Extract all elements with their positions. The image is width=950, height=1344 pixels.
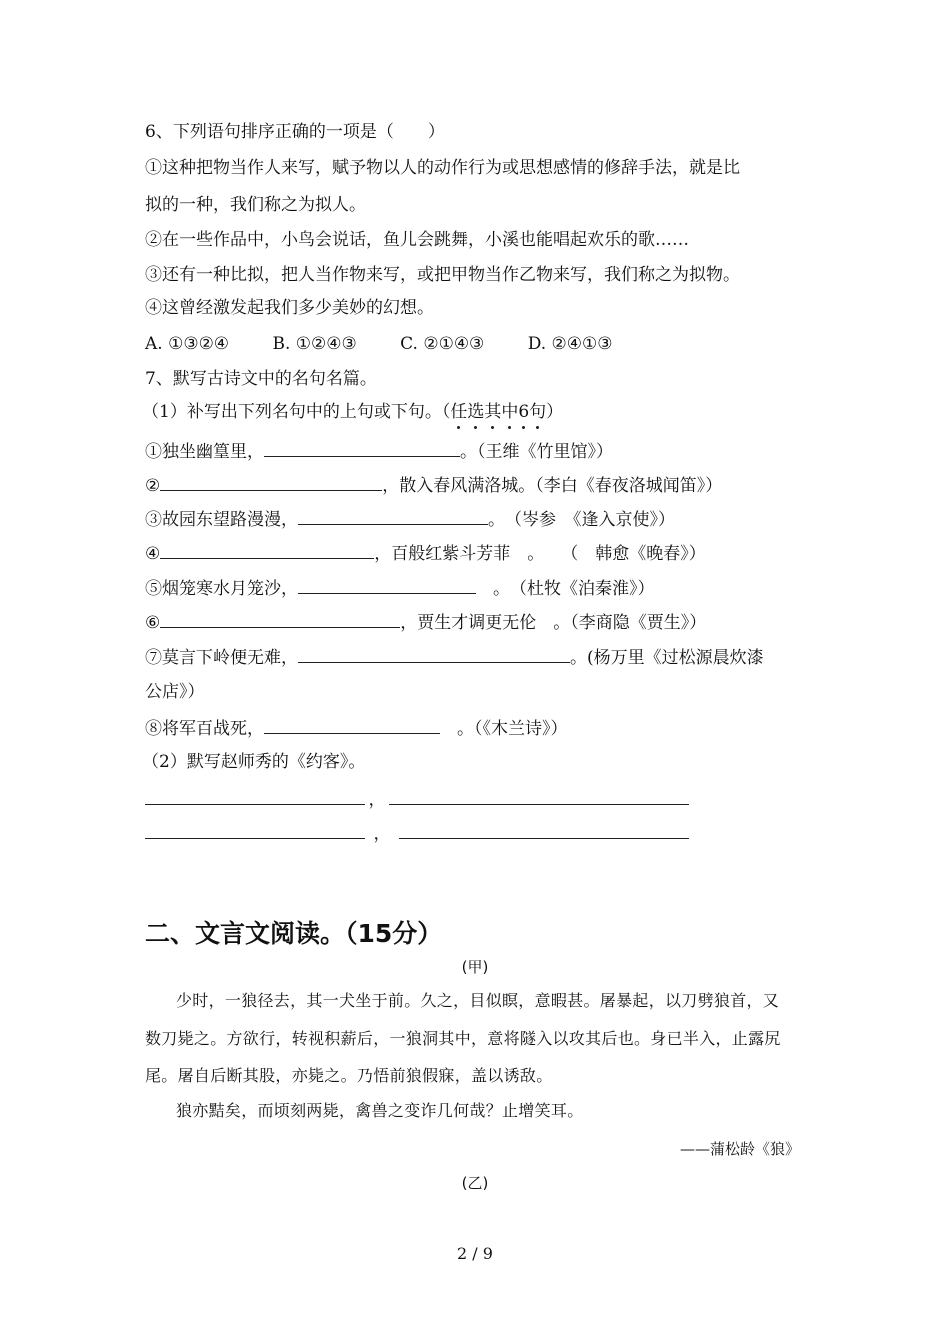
answer-blank[interactable]	[160, 611, 400, 628]
q6-title: 6、下列语句排序正确的一项是（ ）	[145, 122, 445, 142]
answer-blank[interactable]	[399, 822, 689, 839]
page-number: 2 / 9	[457, 1244, 493, 1263]
option-b[interactable]: B. ①②④③	[272, 334, 357, 354]
q7-item-5: ⑤烟笼寒水月笼沙， 。 （杜牧《泊秦淮》）	[145, 579, 655, 599]
option-d[interactable]: D. ②④①③	[527, 334, 613, 354]
passage-line-3: 尾。屠自后断其股，亦毙之。乃悟前狼假寐，盖以诱敌。	[145, 1066, 553, 1085]
answer-blank[interactable]	[145, 822, 365, 839]
passage-line-2: 数刀毙之。方欲行，转视积薪后，一狼洞其中，意将隧入以攻其后也。身已半入，止露尻	[145, 1029, 781, 1048]
emph-char: 中	[501, 402, 519, 422]
q7-item-7-cont: 公店》）	[145, 682, 205, 702]
emph-char: 其	[484, 402, 502, 422]
q6-sentence-1a: ①这种把物当作人来写，赋予物以人的动作行为或思想感情的修辞手法，就是比	[145, 158, 740, 178]
option-a[interactable]: A. ①③②④	[145, 334, 230, 354]
q7-item-8: ⑧将军百战死， 。（《木兰诗》）	[145, 719, 568, 739]
answer-blank[interactable]	[264, 440, 460, 457]
answer-blank[interactable]	[160, 542, 374, 559]
answer-blank[interactable]	[298, 646, 570, 663]
q6-sentence-3: ③还有一种比拟，把人当作物来写，或把甲物当作乙物来写，我们称之为拟物。	[145, 265, 740, 285]
answer-blank[interactable]	[389, 788, 689, 805]
q7-item-7: ⑦莫言下岭便无难， 。(杨万里《过松源晨炊漆	[145, 648, 764, 668]
answer-blank[interactable]	[298, 577, 476, 594]
q6-options	[145, 334, 613, 354]
emph-char: 任	[450, 402, 468, 422]
q7-item-1: ①独坐幽篁里， 。（王维《竹里馆》）	[145, 442, 613, 462]
passage-line-4: 狼亦黠矣，而顷刻两毙，禽兽之变诈几何哉？止增笑耳。	[176, 1101, 584, 1120]
q6-sentence-4: ④这曾经激发起我们多少美妙的幻想。	[145, 298, 434, 318]
passage-label-yi: (乙)	[461, 1174, 489, 1192]
answer-blank[interactable]	[298, 508, 488, 525]
q7-title: 7、默写古诗文中的名句名篇。	[145, 369, 377, 389]
poem-row-2: ，	[145, 822, 689, 844]
passage-line-1: 少时，一狼径去，其一犬坐于前。久之，目似瞑，意暇甚。屠暴起，以刀劈狼首，又	[176, 991, 780, 1010]
q7-item-6: ⑥ ，贾生才调更无伦 。（李商隐《贾生》）	[145, 613, 707, 633]
answer-blank[interactable]	[160, 474, 382, 491]
q7-item-4: ④ ，百般红紫斗芳菲 。 （ 韩愈《晚春》）	[145, 544, 706, 564]
passage-label-jia: (甲)	[461, 958, 489, 976]
q7-sub2: （2）默写赵师秀的《约客》。	[142, 752, 366, 772]
q7-item-3: ③故园东望路漫漫， 。 （岑参 《逢入京使》）	[145, 510, 675, 530]
section-heading: 二、文言文阅读。（15分）	[145, 919, 443, 948]
option-c[interactable]: C. ②①④③	[400, 334, 485, 354]
emph-char: 选	[467, 402, 485, 422]
attribution: ——蒲松龄《狼》	[679, 1140, 800, 1158]
poem-row-1: ，	[145, 788, 689, 810]
emph-char: 6	[518, 402, 530, 422]
q6-sentence-1b: 拟的一种，我们称之为拟人。	[145, 195, 366, 215]
q7-sub1: （1）补写出下列名句中的上句或下句。（任选其中6句）	[142, 402, 564, 422]
answer-blank[interactable]	[145, 788, 365, 805]
emph-char: 句	[529, 402, 547, 422]
q6-sentence-2: ②在一些作品中，小鸟会说话，鱼儿会跳舞，小溪也能唱起欢乐的歌……	[145, 230, 689, 250]
answer-blank[interactable]	[264, 717, 440, 734]
q7-item-2: ② ，散入春风满洛城。（李白《春夜洛城闻笛》）	[145, 476, 723, 496]
